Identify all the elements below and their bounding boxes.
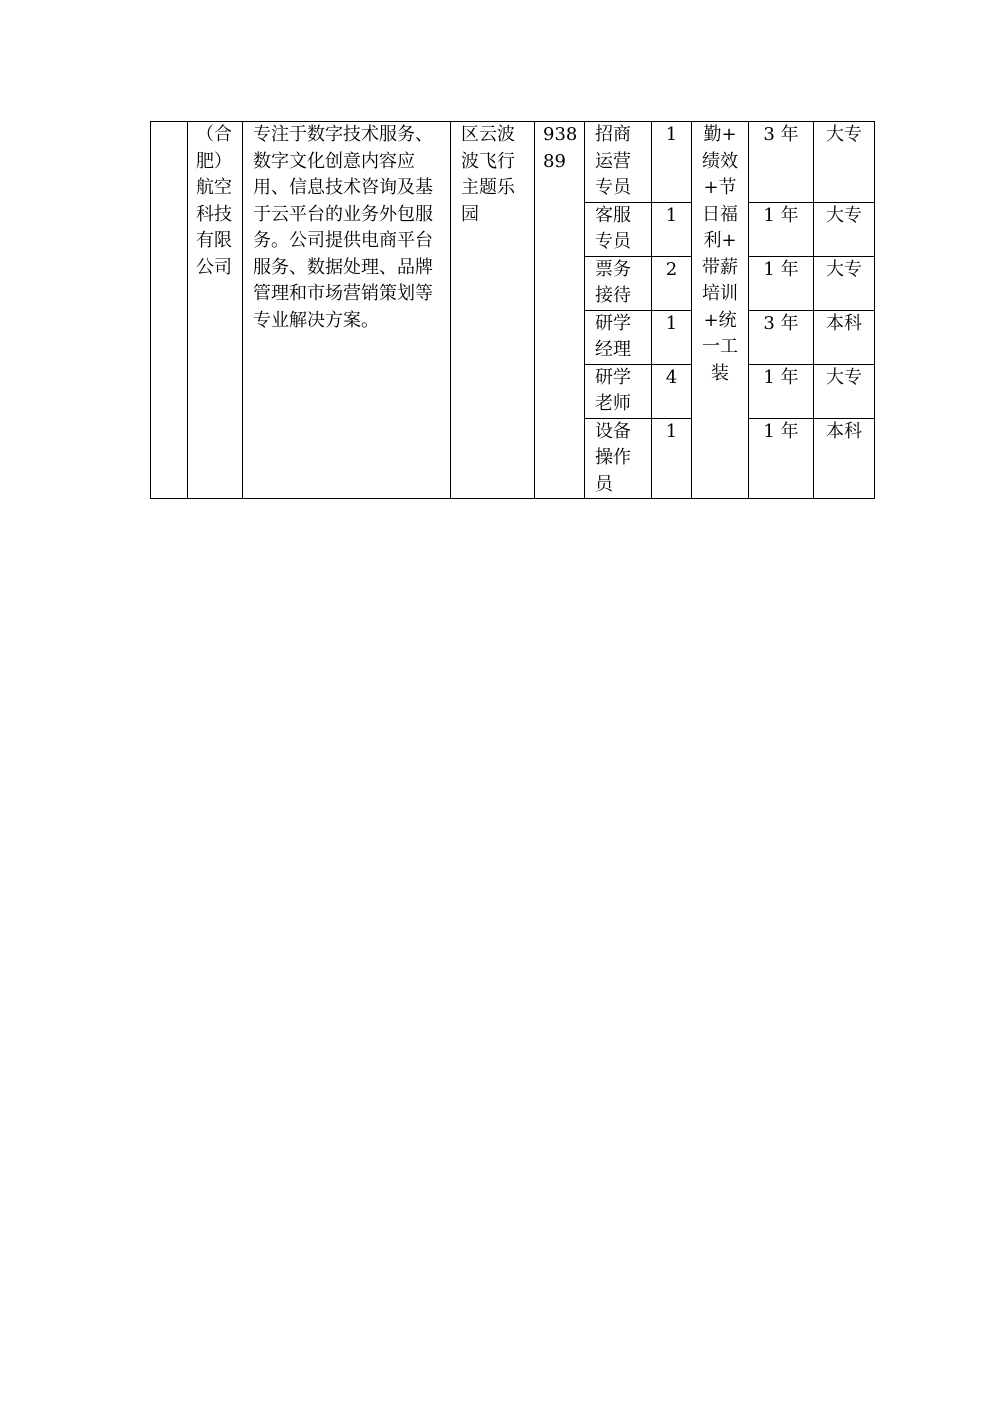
experience-cell <box>749 202 814 256</box>
position-cell <box>585 418 652 499</box>
count-cell <box>652 418 692 499</box>
company-name: （合 肥） 航空 科技 有限 公司 <box>196 124 232 278</box>
count-cell <box>652 202 692 256</box>
position-title: 研学 经理 <box>595 312 631 360</box>
position-title: 研学 老师 <box>595 366 631 414</box>
experience-requirement: 1 年 <box>763 204 799 226</box>
education-requirement: 大专 <box>826 204 862 226</box>
education-cell <box>814 256 875 310</box>
position-cell <box>585 256 652 310</box>
experience-cell <box>749 256 814 310</box>
position-count: 2 <box>665 258 678 280</box>
company-name-cell <box>188 122 243 499</box>
education-cell <box>814 310 875 364</box>
count-cell <box>652 256 692 310</box>
education-cell <box>814 418 875 499</box>
table-row <box>151 122 875 203</box>
experience-cell <box>749 418 814 499</box>
job-listing-table <box>150 121 875 499</box>
zip-code: 938 89 <box>543 124 578 172</box>
work-location: 区云波 波飞行 主题乐 园 <box>461 124 515 225</box>
index-cell <box>151 122 188 499</box>
experience-cell <box>749 310 814 364</box>
count-cell <box>652 310 692 364</box>
position-count: 4 <box>665 366 678 388</box>
experience-requirement: 3 年 <box>763 124 799 145</box>
company-description-cell <box>243 122 451 499</box>
position-title: 客服 专员 <box>595 204 631 252</box>
zip-cell <box>535 122 585 499</box>
education-requirement: 本科 <box>826 312 862 334</box>
count-cell <box>652 122 692 203</box>
position-count: 1 <box>665 204 678 226</box>
education-cell <box>814 122 875 203</box>
experience-requirement: 1 年 <box>763 420 799 442</box>
position-count: 1 <box>665 420 678 442</box>
education-requirement: 大专 <box>826 366 862 388</box>
company-description: 专注于数字技术服务、数字文化创意内容应用、信息技术咨询及基于云平台的业务外包服务。公司提供电商平台服务、数据处理、品牌管理和市场营销策划等专业解决方案。 <box>253 124 433 331</box>
position-cell <box>585 202 652 256</box>
position-count: 1 <box>665 124 678 145</box>
position-title: 票务 接待 <box>595 258 631 306</box>
experience-requirement: 1 年 <box>763 258 799 280</box>
experience-requirement: 1 年 <box>763 366 799 388</box>
experience-requirement: 3 年 <box>763 312 799 334</box>
position-title: 设备 操作 员 <box>595 420 631 495</box>
position-cell <box>585 364 652 418</box>
position-title: 招商 运营 专员 <box>595 124 631 198</box>
position-cell <box>585 122 652 203</box>
education-requirement: 大专 <box>826 124 862 145</box>
position-count: 1 <box>665 312 678 334</box>
count-cell <box>652 364 692 418</box>
education-requirement: 大专 <box>826 258 862 280</box>
work-location-cell <box>451 122 535 499</box>
benefits-text: 勤+ 绩效 +节 日福 利+ 带薪 培训 +统 一工 装 <box>702 124 738 384</box>
education-cell <box>814 202 875 256</box>
experience-cell <box>749 364 814 418</box>
experience-cell <box>749 122 814 203</box>
benefits-cell <box>692 122 749 499</box>
education-cell <box>814 364 875 418</box>
position-cell <box>585 310 652 364</box>
education-requirement: 本科 <box>826 420 862 442</box>
